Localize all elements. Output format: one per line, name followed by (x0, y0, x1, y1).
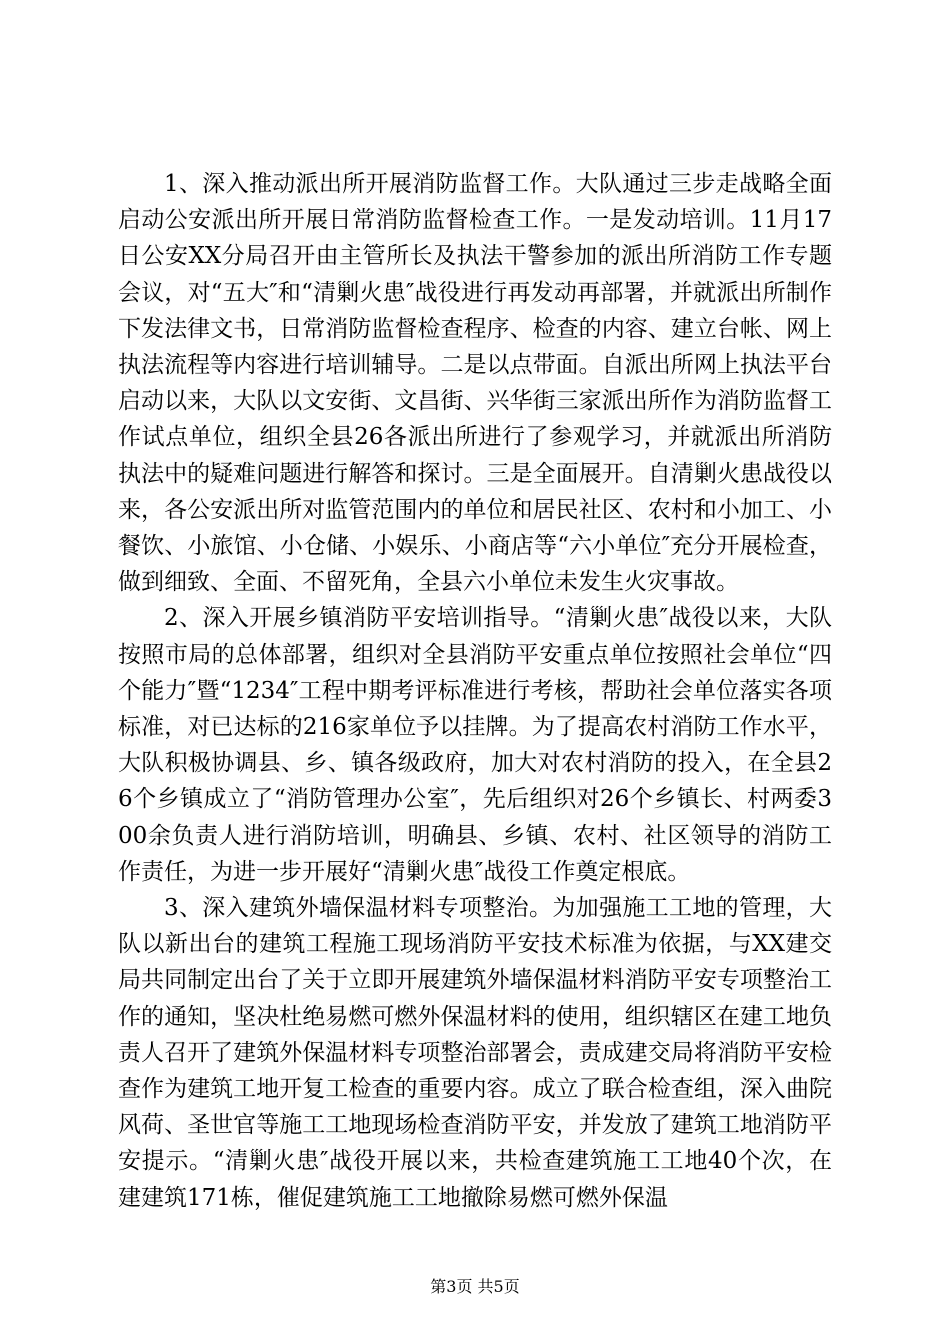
document-body (118, 166, 832, 1216)
paragraph-3: 3、深入建筑外墙保温材料专项整治。为加强施工工地的管理，大队以新出台的建筑工程施工现场消防平安技术标准为依据，与XX建交局共同制定出台了关于立即开展建筑外墙保温材料消防平安专项整治工作的通知，坚决杜绝易燃可燃外保温材料的使用，组织辖区在建工地负责人召开了建筑外保温材料专项整治部署会，责成建交局将消防平安检查作为建筑工地开复工检查的重要内容。成立了联合检查组，深入曲院风荷、圣世官等施工工地现场检查消防平安，并发放了建筑工地消防平安提示。“清剿火患″战役开展以来，共检查建筑施工工地40个次，在建建筑171栋，催促建筑施工工地撤除易燃可燃外保温 (118, 895, 832, 1211)
paragraph-1: 1、深入推动派出所开展消防监督工作。大队通过三步走战略全面启动公安派出所开展日常消防监督检查工作。一是发动培训。11月17日公安XX分局召开由主管所长及执法干警参加的派出所消防工作专题会议，对“五大″和“清剿火患″战役进行再发动再部署，并就派出所制作下发法律文书，日常消防监督检查程序、检查的内容、建立台帐、网上执法流程等内容进行培训辅导。二是以点带面。自派出所网上执法平台启动以来，大队以文安街、文昌街、兴华街三家派出所作为消防监督工作试点单位，组织全县26各派出所进行了参观学习，并就派出所消防执法中的疑难问题进行解答和探讨。三是全面展开。自清剿火患战役以来，各公安派出所对监管范围内的单位和居民社区、农村和小加工、小餐饮、小旅馆、小仓储、小娱乐、小商店等“六小单位″充分开展检查，做到细致、全面、不留死角，全县六小单位未发生火灾事故。 (118, 171, 832, 596)
page-number-footer: 第3页 共5页 (430, 1277, 520, 1296)
paragraph-2: 2、深入开展乡镇消防平安培训指导。“清剿火患″战役以来，大队按照市局的总体部署，组织对全县消防平安重点单位按照社会单位“四个能力″暨“1234″工程中期考评标准进行考核，帮助社会单位落实各项标准，对已达标的216家单位予以挂牌。为了提高农村消防工作水平，大队积极协调县、乡、镇各级政府，加大对农村消防的投入，在全县26个乡镇成立了“消防管理办公室″，先后组织对26个乡镇长、村两委300余负责人进行消防培训，明确县、乡镇、农村、社区领导的消防工作责任，为进一步开展好“清剿火患″战役工作奠定根底。 (118, 605, 832, 885)
